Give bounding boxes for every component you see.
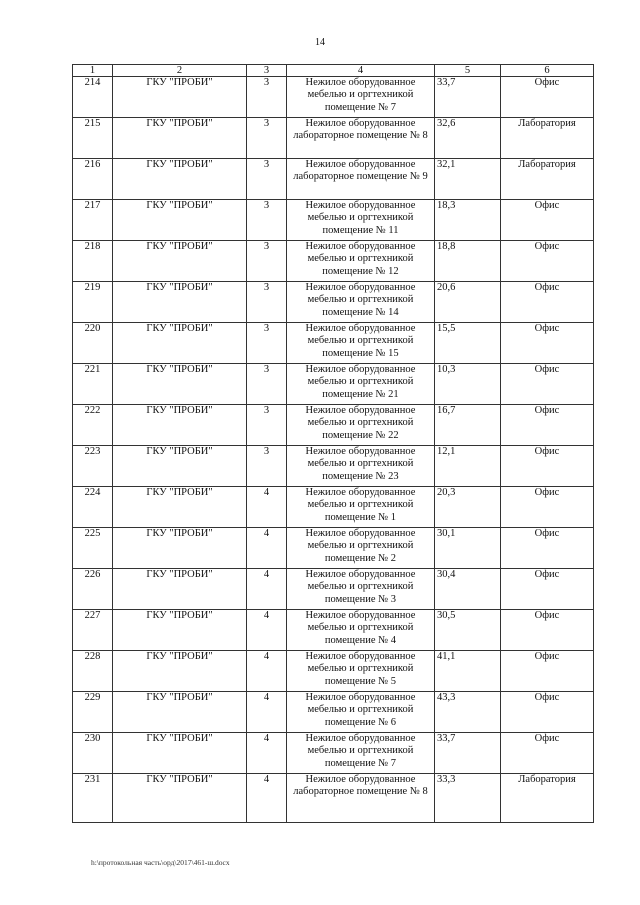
purpose: Лаборатория <box>501 159 594 200</box>
table-header-row <box>73 65 594 77</box>
purpose: Офис <box>501 241 594 282</box>
table-row <box>73 446 594 487</box>
area: 32,6 <box>435 118 501 159</box>
premises-table <box>72 64 594 823</box>
premises-description: Нежилое оборудованное лабораторное помещение № 9 <box>287 159 435 200</box>
column-header: 2 <box>113 65 247 77</box>
table-row <box>73 282 594 323</box>
premises-description: Нежилое оборудованное мебелью и оргтехникой помещение № 5 <box>287 651 435 692</box>
area: 30,1 <box>435 528 501 569</box>
purpose: Лаборатория <box>501 118 594 159</box>
area: 20,3 <box>435 487 501 528</box>
floor: 3 <box>247 405 287 446</box>
table-row <box>73 241 594 282</box>
row-number: 225 <box>73 528 113 569</box>
table-row <box>73 610 594 651</box>
organization: ГКУ "ПРОБИ" <box>113 692 247 733</box>
area: 10,3 <box>435 364 501 405</box>
table-row <box>73 692 594 733</box>
premises-description: Нежилое оборудованное мебелью и оргтехникой помещение № 4 <box>287 610 435 651</box>
organization: ГКУ "ПРОБИ" <box>113 528 247 569</box>
floor: 4 <box>247 774 287 823</box>
organization: ГКУ "ПРОБИ" <box>113 569 247 610</box>
organization: ГКУ "ПРОБИ" <box>113 774 247 823</box>
row-number: 227 <box>73 610 113 651</box>
area: 33,7 <box>435 77 501 118</box>
row-number: 223 <box>73 446 113 487</box>
purpose: Офис <box>501 528 594 569</box>
organization: ГКУ "ПРОБИ" <box>113 323 247 364</box>
floor: 3 <box>247 446 287 487</box>
table-row <box>73 733 594 774</box>
row-number: 230 <box>73 733 113 774</box>
area: 33,7 <box>435 733 501 774</box>
area: 20,6 <box>435 282 501 323</box>
row-number: 216 <box>73 159 113 200</box>
floor: 4 <box>247 569 287 610</box>
table-row <box>73 569 594 610</box>
column-header: 4 <box>287 65 435 77</box>
row-number: 217 <box>73 200 113 241</box>
premises-description: Нежилое оборудованное мебелью и оргтехникой помещение № 21 <box>287 364 435 405</box>
organization: ГКУ "ПРОБИ" <box>113 405 247 446</box>
purpose: Офис <box>501 323 594 364</box>
row-number: 224 <box>73 487 113 528</box>
area: 30,5 <box>435 610 501 651</box>
organization: ГКУ "ПРОБИ" <box>113 487 247 528</box>
area: 16,7 <box>435 405 501 446</box>
premises-description: Нежилое оборудованное лабораторное помещение № 8 <box>287 774 435 823</box>
area: 15,5 <box>435 323 501 364</box>
floor: 3 <box>247 364 287 405</box>
area: 32,1 <box>435 159 501 200</box>
table-row <box>73 528 594 569</box>
organization: ГКУ "ПРОБИ" <box>113 610 247 651</box>
column-header: 6 <box>501 65 594 77</box>
organization: ГКУ "ПРОБИ" <box>113 118 247 159</box>
premises-description: Нежилое оборудованное мебелью и оргтехникой помещение № 7 <box>287 733 435 774</box>
organization: ГКУ "ПРОБИ" <box>113 282 247 323</box>
premises-description: Нежилое оборудованное лабораторное помещение № 8 <box>287 118 435 159</box>
area: 33,3 <box>435 774 501 823</box>
purpose: Лаборатория <box>501 774 594 823</box>
area: 18,3 <box>435 200 501 241</box>
area: 43,3 <box>435 692 501 733</box>
premises-description: Нежилое оборудованное мебелью и оргтехникой помещение № 15 <box>287 323 435 364</box>
premises-description: Нежилое оборудованное мебелью и оргтехникой помещение № 7 <box>287 77 435 118</box>
premises-description: Нежилое оборудованное мебелью и оргтехникой помещение № 11 <box>287 200 435 241</box>
floor: 4 <box>247 733 287 774</box>
organization: ГКУ "ПРОБИ" <box>113 733 247 774</box>
premises-description: Нежилое оборудованное мебелью и оргтехникой помещение № 14 <box>287 282 435 323</box>
page-number: 14 <box>315 37 325 48</box>
row-number: 229 <box>73 692 113 733</box>
purpose: Офис <box>501 651 594 692</box>
row-number: 226 <box>73 569 113 610</box>
premises-description: Нежилое оборудованное мебелью и оргтехникой помещение № 22 <box>287 405 435 446</box>
organization: ГКУ "ПРОБИ" <box>113 159 247 200</box>
purpose: Офис <box>501 405 594 446</box>
floor: 3 <box>247 77 287 118</box>
row-number: 214 <box>73 77 113 118</box>
row-number: 218 <box>73 241 113 282</box>
floor: 4 <box>247 487 287 528</box>
row-number: 215 <box>73 118 113 159</box>
organization: ГКУ "ПРОБИ" <box>113 77 247 118</box>
floor: 4 <box>247 692 287 733</box>
floor: 4 <box>247 610 287 651</box>
purpose: Офис <box>501 77 594 118</box>
purpose: Офис <box>501 733 594 774</box>
organization: ГКУ "ПРОБИ" <box>113 364 247 405</box>
table-row <box>73 487 594 528</box>
premises-description: Нежилое оборудованное мебелью и оргтехникой помещение № 1 <box>287 487 435 528</box>
document-file-path: h:\протокольная часть\орд\2017\461-ш.docx <box>91 858 230 867</box>
premises-description: Нежилое оборудованное мебелью и оргтехникой помещение № 2 <box>287 528 435 569</box>
table-row <box>73 77 594 118</box>
purpose: Офис <box>501 364 594 405</box>
floor: 3 <box>247 323 287 364</box>
table-row <box>73 118 594 159</box>
premises-description: Нежилое оборудованное мебелью и оргтехникой помещение № 6 <box>287 692 435 733</box>
row-number: 221 <box>73 364 113 405</box>
organization: ГКУ "ПРОБИ" <box>113 200 247 241</box>
floor: 4 <box>247 651 287 692</box>
organization: ГКУ "ПРОБИ" <box>113 241 247 282</box>
purpose: Офис <box>501 200 594 241</box>
floor: 3 <box>247 241 287 282</box>
premises-description: Нежилое оборудованное мебелью и оргтехникой помещение № 3 <box>287 569 435 610</box>
column-header: 3 <box>247 65 287 77</box>
area: 12,1 <box>435 446 501 487</box>
floor: 4 <box>247 528 287 569</box>
table-row <box>73 651 594 692</box>
table-row <box>73 159 594 200</box>
column-header: 5 <box>435 65 501 77</box>
area: 41,1 <box>435 651 501 692</box>
premises-description: Нежилое оборудованное мебелью и оргтехникой помещение № 23 <box>287 446 435 487</box>
premises-description: Нежилое оборудованное мебелью и оргтехникой помещение № 12 <box>287 241 435 282</box>
purpose: Офис <box>501 569 594 610</box>
organization: ГКУ "ПРОБИ" <box>113 446 247 487</box>
purpose: Офис <box>501 692 594 733</box>
floor: 3 <box>247 282 287 323</box>
floor: 3 <box>247 159 287 200</box>
row-number: 228 <box>73 651 113 692</box>
organization: ГКУ "ПРОБИ" <box>113 651 247 692</box>
area: 30,4 <box>435 569 501 610</box>
floor: 3 <box>247 118 287 159</box>
column-header: 1 <box>73 65 113 77</box>
row-number: 222 <box>73 405 113 446</box>
area: 18,8 <box>435 241 501 282</box>
table-row <box>73 364 594 405</box>
floor: 3 <box>247 200 287 241</box>
row-number: 219 <box>73 282 113 323</box>
row-number: 220 <box>73 323 113 364</box>
row-number: 231 <box>73 774 113 823</box>
table-row <box>73 323 594 364</box>
purpose: Офис <box>501 487 594 528</box>
table-row <box>73 200 594 241</box>
purpose: Офис <box>501 282 594 323</box>
table-row <box>73 774 594 823</box>
table-row <box>73 405 594 446</box>
purpose: Офис <box>501 610 594 651</box>
purpose: Офис <box>501 446 594 487</box>
